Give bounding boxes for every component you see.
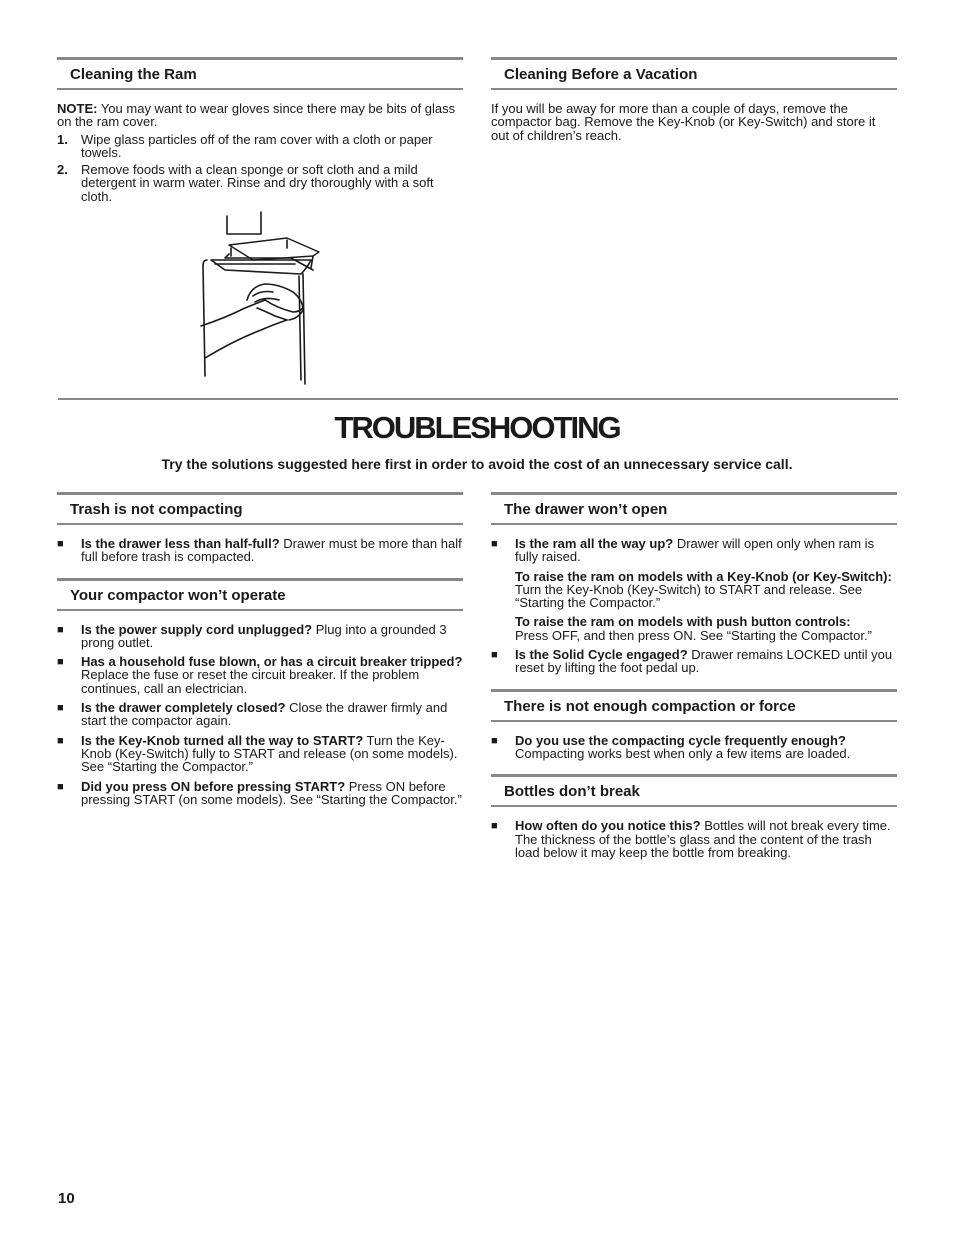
vacation-heading: Cleaning Before a Vacation bbox=[491, 57, 897, 90]
question: Is the Solid Cycle engaged? bbox=[515, 647, 688, 663]
note-paragraph bbox=[57, 102, 463, 129]
step-number: 2. bbox=[57, 162, 68, 178]
note-label: NOTE: bbox=[57, 101, 98, 116]
list-item bbox=[491, 537, 897, 564]
list-item bbox=[57, 623, 463, 650]
key-knob-instructions bbox=[515, 570, 897, 610]
bullet-icon: ■ bbox=[491, 649, 498, 662]
list-item bbox=[57, 734, 463, 774]
bullet-icon: ■ bbox=[491, 734, 498, 747]
right-troubleshooting-column bbox=[491, 492, 897, 865]
wont-operate-heading: Your compactor won’t operate bbox=[57, 578, 463, 611]
not-enough-force-heading: There is not enough compaction or force bbox=[491, 689, 897, 722]
question: Is the power supply cord unplugged? bbox=[81, 621, 313, 637]
answer: Close the drawer firmly and start the compactor again. bbox=[81, 700, 448, 729]
bullet-icon: ■ bbox=[491, 820, 498, 833]
bottles-heading: Bottles don’t break bbox=[491, 774, 897, 807]
push-button-instructions bbox=[515, 615, 897, 642]
ram-cleaning-illustration bbox=[195, 208, 330, 386]
troubleshooting-intro: Try the solutions suggested here first in order to avoid the cost of an unnecessary service call. bbox=[161, 456, 793, 472]
step-text: Wipe glass particles off of the ram cover with a cloth or paper towels. bbox=[81, 131, 433, 160]
bullet-icon: ■ bbox=[57, 656, 64, 669]
bullet-icon: ■ bbox=[57, 623, 64, 636]
bullet-icon: ■ bbox=[57, 702, 64, 715]
answer: Turn the Key-Knob (Key-Switch) fully to START and release (on some models). See “Starting the Compactor.” bbox=[81, 732, 458, 775]
sub-label: To raise the ram on models with push button controls: bbox=[515, 614, 851, 630]
list-item bbox=[57, 780, 463, 807]
bullet-icon: ■ bbox=[57, 780, 64, 793]
sub-text: Press OFF, and then press ON. See “Starting the Compactor.” bbox=[515, 627, 872, 643]
question: Is the drawer less than half-full? bbox=[81, 536, 280, 551]
answer: Drawer will open only when ram is fully raised. bbox=[515, 536, 875, 565]
question: Did you press ON before pressing START? bbox=[81, 778, 346, 794]
question: Has a household fuse blown, or has a circuit breaker tripped? bbox=[81, 654, 463, 670]
question: Is the ram all the way up? bbox=[515, 536, 674, 551]
step-1 bbox=[57, 133, 463, 160]
question: How often do you notice this? bbox=[515, 818, 701, 834]
sub-label: To raise the ram on models with a Key-Knob (or Key-Switch): bbox=[515, 568, 892, 584]
bullet-icon: ■ bbox=[57, 734, 64, 747]
answer: Bottles will not break every time. The thickness of the bottle’s glass and the content of the trash load below it may keep the bottle from breaking. bbox=[515, 818, 891, 860]
cleaning-ram-section bbox=[57, 57, 463, 207]
question: Do you use the compacting cycle frequently enough? bbox=[515, 732, 846, 748]
drawer-wont-open-heading: The drawer won’t open bbox=[491, 492, 897, 525]
left-troubleshooting-column bbox=[57, 492, 463, 812]
list-item bbox=[491, 648, 897, 675]
list-item bbox=[491, 734, 897, 761]
step-text: Remove foods with a clean sponge or soft cloth and a mild detergent in warm water. Rinse and dry thoroughly with a soft cloth. bbox=[81, 162, 434, 204]
question: Is the drawer completely closed? bbox=[81, 700, 286, 716]
answer: Press ON before pressing START (on some models). See “Starting the Compactor.” bbox=[81, 778, 462, 807]
answer: Compacting works best when only a few items are loaded. bbox=[515, 745, 851, 761]
answer: Drawer must be more than half full before trash is compacted. bbox=[81, 536, 462, 565]
troubleshooting-title: TROUBLESHOOTING bbox=[334, 410, 620, 445]
answer: Plug into a grounded 3 prong outlet. bbox=[81, 621, 447, 650]
step-2 bbox=[57, 163, 463, 203]
vacation-section bbox=[491, 57, 897, 146]
question: Is the Key-Knob turned all the way to START? bbox=[81, 732, 364, 748]
vacation-text: If you will be away for more than a couple of days, remove the compactor bag. Remove the Key-Knob (or Key-Switch) and store it out of children’s reach. bbox=[491, 101, 876, 143]
list-item bbox=[57, 655, 463, 695]
section-divider bbox=[58, 398, 898, 400]
not-compacting-heading: Trash is not compacting bbox=[57, 492, 463, 525]
bullet-icon: ■ bbox=[57, 538, 64, 550]
cleaning-ram-heading: Cleaning the Ram bbox=[57, 57, 463, 90]
step-number: 1. bbox=[57, 131, 68, 147]
page-number: 10 bbox=[58, 1190, 75, 1207]
answer: Drawer remains LOCKED until you reset by lifting the foot pedal up. bbox=[515, 647, 893, 676]
list-item bbox=[57, 701, 463, 728]
answer: Replace the fuse or reset the circuit breaker. If the problem continues, call an electrician. bbox=[81, 667, 420, 696]
list-item bbox=[491, 819, 897, 859]
list-item bbox=[57, 537, 463, 564]
note-text: You may want to wear gloves since there may be bits of glass on the ram cover. bbox=[57, 101, 456, 130]
sub-text: Turn the Key-Knob (Key-Switch) to START and release. See “Starting the Compactor.” bbox=[515, 581, 863, 611]
bullet-icon: ■ bbox=[491, 538, 498, 550]
